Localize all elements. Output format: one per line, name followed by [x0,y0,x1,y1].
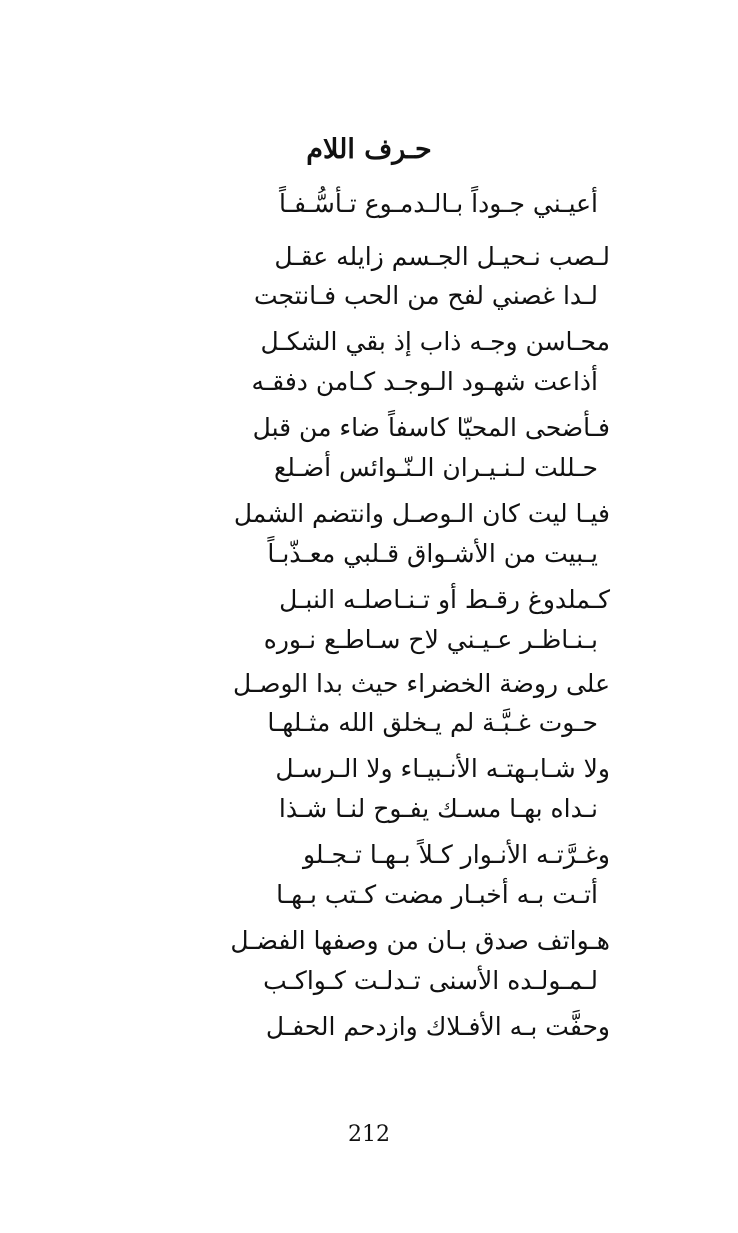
page-title: حـرف اللام [306,134,432,165]
verse-4-second-hemistich: فيـا ليت كان الـوصـل وانتضم الشمل [233,499,610,528]
verse-4-first-hemistich: حـللت لـنـيـران الـنّـوائس أضـلع [273,453,598,482]
verse-7-first-hemistich: حـوت غـبَّـة لم يـخلق الله مثـلهـا [267,708,598,737]
verse-10-first-hemistich: لـمـولـده الأسنى تـدلـت كـواكـب [263,966,598,995]
verse-1-first-hemistich: أعيـني جـوداً بـالـدمـوع تـأسُّـفـاً [279,189,598,218]
verse-9-second-hemistich: هـواتف صدق بـان من وصفها الفضـل [230,926,610,955]
verse-8-first-hemistich: نـداه بهـا مسـك يفـوح لنـا شـذا [278,794,598,823]
verse-8-second-hemistich: وغـرَّتـه الأنـوار كـلاً بـهـا تـجـلو [303,840,610,869]
verse-2-second-hemistich: محـاسن وجـه ذاب إذ بقي الشكـل [260,327,610,356]
verse-6-first-hemistich: بـنـاظـر عـيـني لاح سـاطـع نـوره [263,625,598,654]
verse-9-first-hemistich: أتـت بـه أخبـار مضت كـتب بـهـا [276,880,598,909]
verse-1-second-hemistich: لـصب نـحيـل الجـسم زايله عقـل [274,242,610,271]
verse-3-first-hemistich: أذاعت شهـود الـوجـد كـامن دفقـه [251,367,598,396]
verse-7-second-hemistich: ولا شـابـهتـه الأنـبيـاء ولا الـرسـل [275,754,610,783]
verse-10-second-hemistich: وحفَّت بـه الأفـلاك وازدحم الحفـل [265,1012,610,1041]
verse-5-second-hemistich: كـملدوغ رقـط أو تـنـاصلـه النبـل [279,585,610,614]
verse-3-second-hemistich: فـأضحى المحيّا كاسفاً ضاء من قبل [252,413,610,442]
verse-5-first-hemistich: يـبيت من الأشـواق قـلبي معـذّبـاً [267,539,598,568]
verse-2-first-hemistich: لـدا غصني لفح من الحب فـانتجت [253,281,598,310]
verse-6-second-hemistich: على روضة الخضراء حيث بدا الوصـل [233,669,610,698]
page-number: 212 [348,1122,390,1147]
